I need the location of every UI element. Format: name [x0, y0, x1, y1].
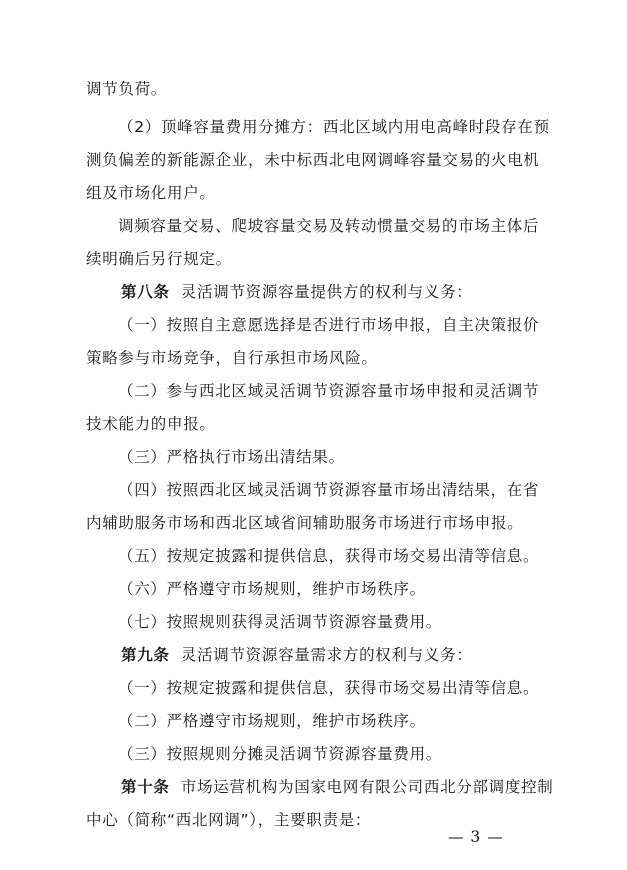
text-line: （二）参与西北区域灵活调节资源容量市场申报和灵活调节: [118, 382, 540, 400]
article-title: 灵活调节资源容量需求方的权利与义务：: [180, 646, 473, 664]
text-line: （2）顶峰容量费用分摊方：西北区域内用电高峰时段存在预: [118, 118, 550, 136]
article-heading: [121, 281, 472, 303]
text-line: （七）按照规则获得灵活调节资源容量费用。: [118, 613, 443, 631]
text-line: （四）按照西北区域灵活调节资源容量市场出清结果，在省: [118, 481, 540, 499]
text-line: （一）按规定披露和提供信息，获得市场交易出清等信息。: [118, 679, 540, 697]
article-title: 灵活调节资源容量提供方的权利与义务：: [180, 283, 473, 301]
text-line: （一）按照自主意愿选择是否进行市场申报，自主决策报价: [118, 316, 540, 334]
text-line: 策略参与市场竞争，自行承担市场风险。: [86, 349, 378, 367]
text-line: 调频容量交易、爬坡容量交易及转动惯量交易的市场主体后: [118, 217, 540, 235]
article-number: 第十条: [121, 778, 170, 796]
text-line: （五）按规定披露和提供信息，获得市场交易出清等信息。: [118, 547, 540, 565]
text-line: 中心（简称“西北网调”），主要职责是：: [86, 811, 372, 829]
text-line: （六）严格遵守市场规则，维护市场秩序。: [118, 580, 426, 598]
article-number: 第九条: [121, 646, 170, 664]
text-line: 内辅助服务市场和西北区域省间辅助服务市场进行市场申报。: [86, 514, 524, 532]
article-heading: [121, 644, 472, 666]
text-line: 技术能力的申报。: [86, 415, 216, 433]
text-line: （三）严格执行市场出清结果。: [118, 448, 345, 466]
text-line: 组及市场化用户。: [86, 184, 216, 202]
article-heading: [121, 776, 553, 798]
text-line: 测负偏差的新能源企业，未中标西北电网调峰容量交易的火电机: [86, 151, 540, 169]
text-line: 调节负荷。: [86, 80, 168, 98]
text-line: 续明确后另行规定。: [86, 250, 232, 268]
text-line: （三）按照规则分摊灵活调节资源容量费用。: [118, 745, 443, 763]
text-line: （二）严格遵守市场规则，维护市场秩序。: [118, 712, 426, 730]
page-number: — 3 —: [448, 828, 504, 846]
article-title: 市场运营机构为国家电网有限公司西北分部调度控制: [180, 778, 554, 796]
article-number: 第八条: [121, 283, 170, 301]
